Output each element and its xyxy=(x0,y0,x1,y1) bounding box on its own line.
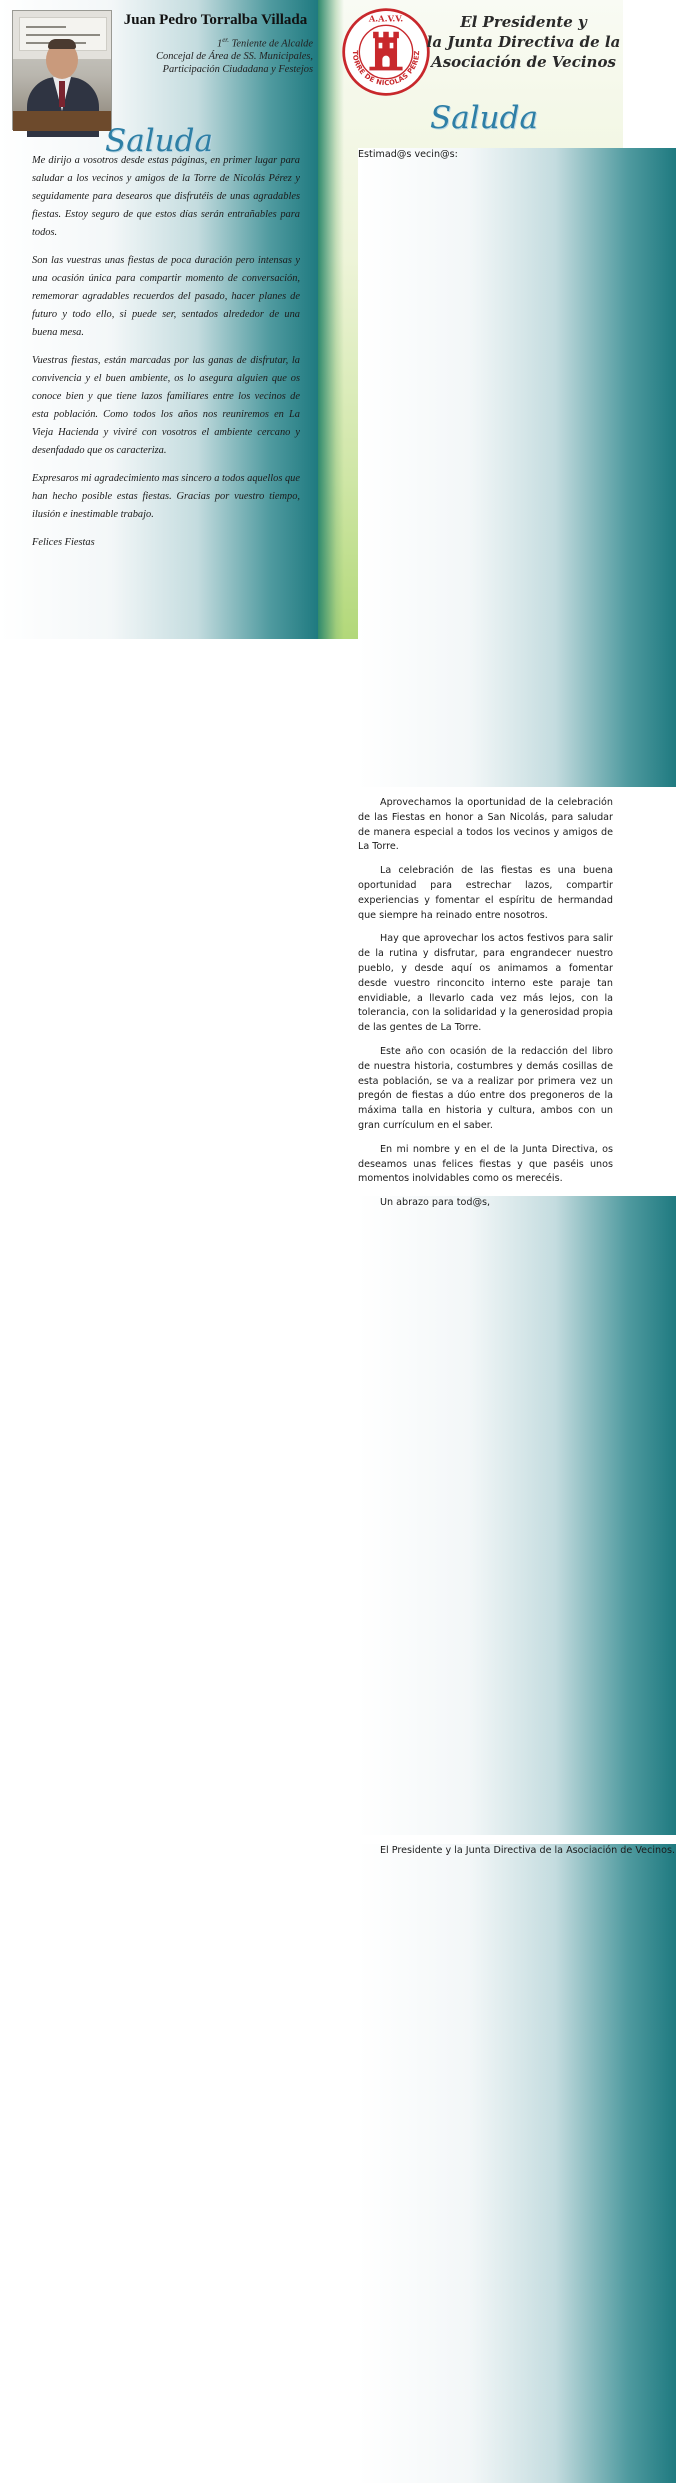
right-paragraph: La celebración de las fiestas es una buena oportunidad para estrechar lazos, compartir experiencias y fomentar el espíritu de hermandad que siempre ha reinado entre nosotros. xyxy=(358,865,613,921)
right-closing: Un abrazo para tod@s, xyxy=(358,1196,676,1835)
left-heading: Saluda xyxy=(105,123,213,159)
title-line-2: la Junta Directiva de la xyxy=(426,33,621,51)
svg-text:TORRE DE NICOLÁS PÉREZ: TORRE DE NICOLÁS PÉREZ xyxy=(350,50,422,88)
left-paragraph: Vuestras fiestas, están marcadas por las ganas de disfrutar, la convivencia y el buen ambiente, os lo asegura alguien que os conoce bien y que tiene lazos familiares entre los vecinos de esta población. Como todos los años nos reuniremos en La Vieja Hacienda y viviré con vosotros el ambiente cercano y desenfadado que os caracteriza. xyxy=(32,355,300,456)
right-signature: El Presidente y la Junta Directiva de la Asociación de Vecinos. xyxy=(358,1844,676,2483)
left-closing: Felices Fiestas xyxy=(32,537,95,548)
title-line-3: Asociación de Vecinos xyxy=(431,53,616,71)
role-line-1: $1^{er.}$ Teniente de Alcalde xyxy=(217,36,313,50)
right-heading: Saluda xyxy=(430,100,538,136)
left-body xyxy=(32,152,300,562)
left-paragraph: Son las vuestras unas fiestas de poca duración pero intensas y una ocasión única para compartir momento de conversación, rememorar agradables recuerdos del pasado, hacer planes de futuro y todo ello, si puede ser, sentados alrededor de una buena mesa. xyxy=(32,255,300,338)
svg-text:A.A.V.V.: A.A.V.V. xyxy=(368,13,404,24)
right-paragraph: Aprovechamos la oportunidad de la celebración de las Fiestas en honor a San Nicolás, para saludar de manera especial a todos los vecinos y amigos de La Torre. xyxy=(358,797,613,853)
role-line-3: Participación Ciudadana y Festejos xyxy=(162,64,313,76)
left-paragraph: Expresaros mi agradecimiento mas sincero a todos aquellos que han hecho posible estas fiestas. Gracias por vuestro tiempo, ilusión e inestimable trabajo. xyxy=(32,473,300,520)
right-paragraph: Este año con ocasión de la redacción del libro de nuestra historia, costumbres y demás cosillas de esta población, se va a realizar por primera vez un pregón de fiestas a dúo entre dos pregoneros de la máxima talla en historia y cultura, ambos con un gran currículum en el saber. xyxy=(358,1045,613,1131)
right-panel xyxy=(318,0,676,1857)
title-line-1: El Presidente y xyxy=(460,13,587,31)
author-role xyxy=(118,34,313,76)
right-paragraph: En mi nombre y en el de la Junta Directiva, os deseamos unas felices fiestas y que paséis unos momentos inolvidables como os merecéis. xyxy=(358,1143,613,1185)
left-panel xyxy=(0,0,318,639)
right-body xyxy=(358,148,676,2492)
author-name: Juan Pedro Torralba Villada xyxy=(123,12,308,28)
role-line-2: Concejal de Área de SS. Municipales, xyxy=(156,51,313,63)
left-paragraph: Me dirijo a vosotros desde estas páginas, en primer lugar para saludar a los vecinos y amigos de la Torre de Nicolás Pérez y seguidamente para desearos que disfrutéis de unas agradables fiestas. Estoy seguro de que estos días serán entrañables para todos. xyxy=(32,155,300,238)
association-seal-logo xyxy=(340,6,432,98)
greeting: Estimad@s vecin@s: xyxy=(358,148,676,787)
association-title xyxy=(426,12,621,72)
right-paragraph: Hay que aprovechar los actos festivos para salir de la rutina y disfrutar, para engrandecer nuestro pueblo, y desde aquí os animamos a fomentar desde vuestro rinconcito interno este paraje tan envidiable, a llevarlo cada vez más lejos, con la tolerancia, con la solidaridad y la generosidad propia de las gentes de La Torre. xyxy=(358,933,613,1034)
portrait-photo xyxy=(12,10,112,130)
